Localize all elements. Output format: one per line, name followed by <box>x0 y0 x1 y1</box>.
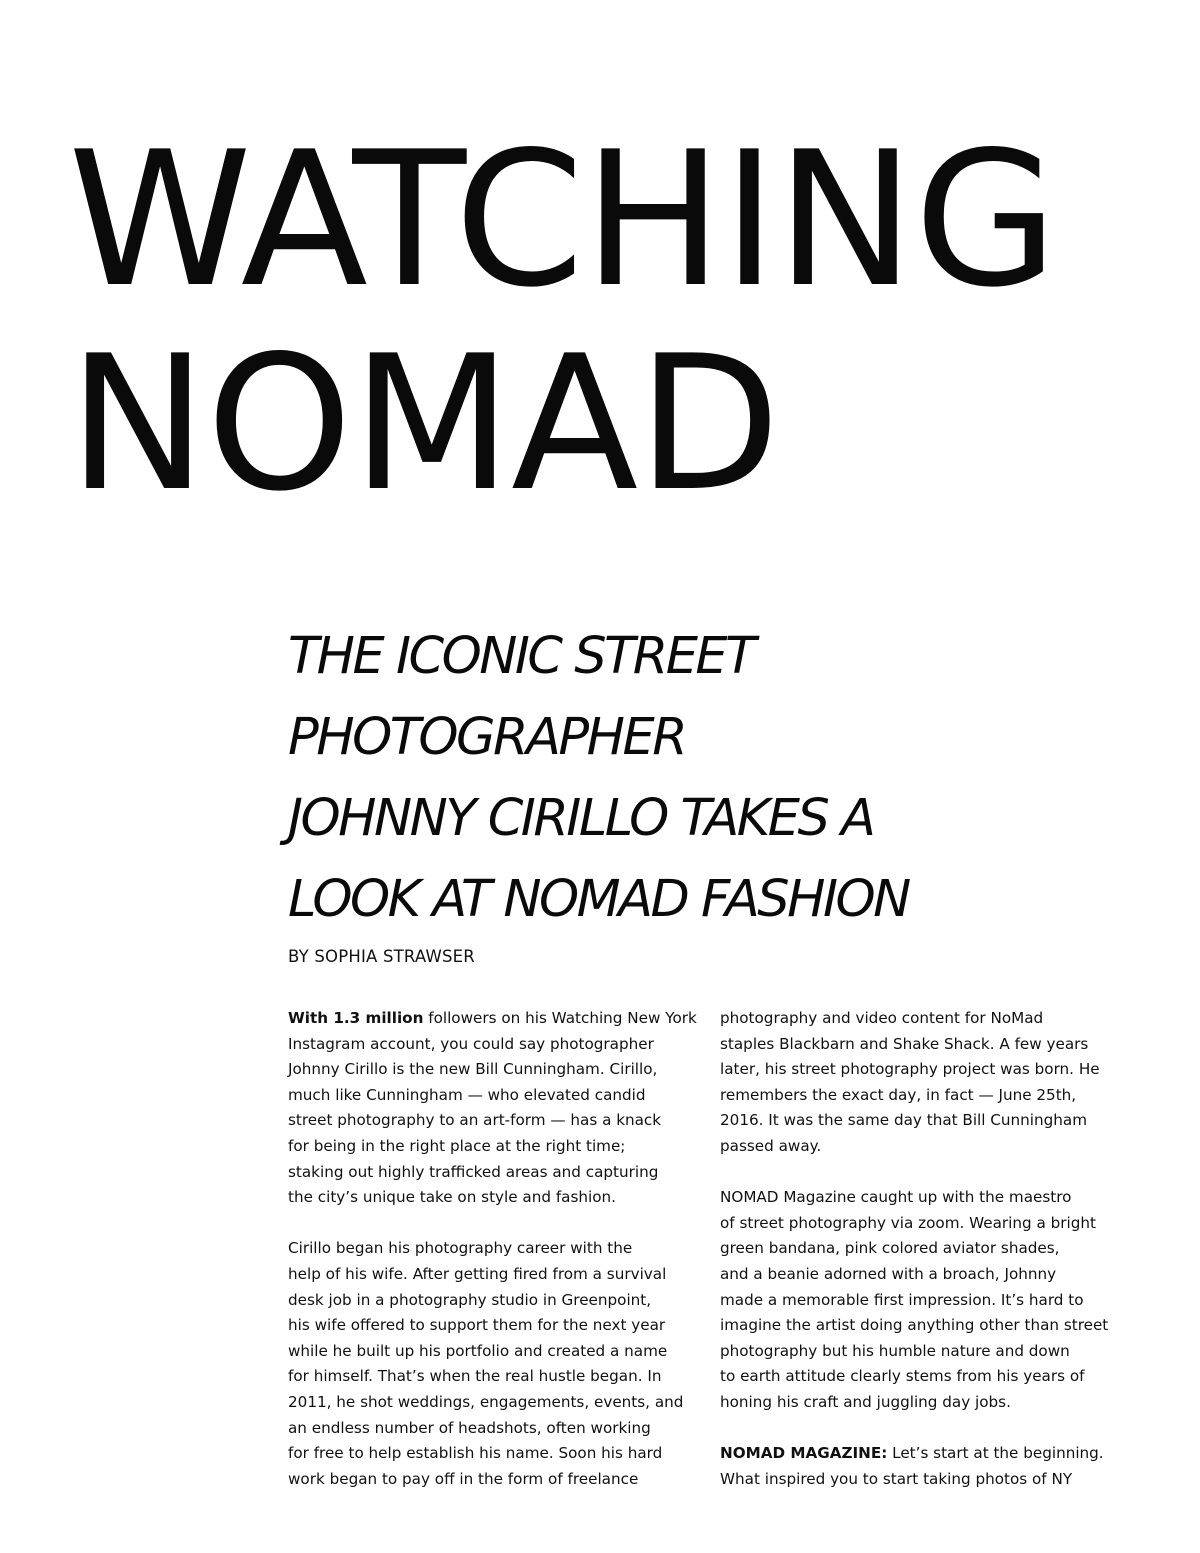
body-line: for himself. That’s when the real hustle began. In <box>288 1367 662 1386</box>
body-paragraph <box>720 1006 1140 1160</box>
body-line: What inspired you to start taking photos of NY <box>720 1469 1073 1488</box>
subheadline <box>288 616 1168 940</box>
body-paragraph <box>720 1441 1140 1492</box>
body-line: 2011, he shot weddings, engagements, events, and <box>288 1392 684 1411</box>
page-title <box>68 111 1058 532</box>
body-line: imagine the artist doing anything other than street <box>720 1316 1109 1335</box>
body-text: followers on his Watching New York <box>423 1009 697 1027</box>
body-line: staples Blackbarn and Shake Shack. A few years <box>720 1034 1089 1053</box>
body-line: green bandana, pink colored aviator shades, <box>720 1239 1060 1258</box>
body-line <box>288 1006 708 1032</box>
body-line <box>720 1441 1140 1467</box>
body-paragraph <box>288 1236 708 1492</box>
body-paragraph <box>720 1185 1140 1415</box>
body-line: for free to help establish his name. Soon his hard <box>288 1444 663 1463</box>
body-line: for being in the right place at the right time; <box>288 1136 626 1155</box>
body-column-right <box>720 1006 1140 1492</box>
subhead-line: PHOTOGRAPHER <box>288 708 686 767</box>
subhead-line: JOHNNY CIRILLO TAKES A <box>288 789 874 848</box>
body-line: NOMAD Magazine caught up with the maestro <box>720 1188 1072 1207</box>
body-line: to earth attitude clearly stems from his years of <box>720 1367 1085 1386</box>
title-line-2: NOMAD <box>68 315 780 532</box>
body-line: staking out highly trafficked areas and capturing <box>288 1162 659 1181</box>
body-line: street photography to an art-form — has a knack <box>288 1111 662 1130</box>
body-line: his wife offered to support them for the next year <box>288 1316 666 1335</box>
body-line: of street photography via zoom. Wearing a bright <box>720 1213 1096 1232</box>
body-line: while he built up his portfolio and created a name <box>288 1341 668 1360</box>
body-line: desk job in a photography studio in Greenpoint, <box>288 1290 652 1309</box>
body-line: remembers the exact day, in fact — June 25th, <box>720 1085 1077 1104</box>
body-line: help of his wife. After getting fired from a survival <box>288 1264 667 1283</box>
body-paragraph <box>288 1006 708 1211</box>
lead-in-bold: With 1.3 million <box>288 1009 424 1027</box>
interview-question-label: NOMAD MAGAZINE: <box>720 1444 888 1463</box>
body-line: photography but his humble nature and down <box>720 1341 1070 1360</box>
body-line: Instagram account, you could say photographer <box>288 1034 654 1053</box>
body-line: Johnny Cirillo is the new Bill Cunningham. Cirillo, <box>288 1060 658 1079</box>
subhead-line: THE ICONIC STREET <box>288 627 754 686</box>
body-line: the city’s unique take on style and fashion. <box>288 1188 616 1207</box>
body-line: an endless number of headshots, often working <box>288 1418 651 1437</box>
body-line: later, his street photography project was born. He <box>720 1060 1100 1079</box>
byline: BY SOPHIA STRAWSER <box>288 947 475 966</box>
body-line: work began to pay off in the form of freelance <box>288 1469 639 1488</box>
body-line: passed away. <box>720 1136 822 1155</box>
body-line: much like Cunningham — who elevated candid <box>288 1085 646 1104</box>
subhead-line: LOOK AT NOMAD FASHION <box>288 870 909 929</box>
body-line: and a beanie adorned with a broach, Johnny <box>720 1264 1057 1283</box>
body-line: photography and video content for NoMad <box>720 1009 1044 1027</box>
body-line: 2016. It was the same day that Bill Cunningham <box>720 1111 1088 1130</box>
body-column-left <box>288 1006 708 1492</box>
title-line-1: WATCHING <box>68 111 1058 328</box>
body-text: Let’s start at the beginning. <box>887 1444 1104 1463</box>
body-line: Cirillo began his photography career with the <box>288 1239 633 1258</box>
body-line: honing his craft and juggling day jobs. <box>720 1392 1011 1411</box>
body-line: made a memorable first impression. It’s hard to <box>720 1290 1084 1309</box>
